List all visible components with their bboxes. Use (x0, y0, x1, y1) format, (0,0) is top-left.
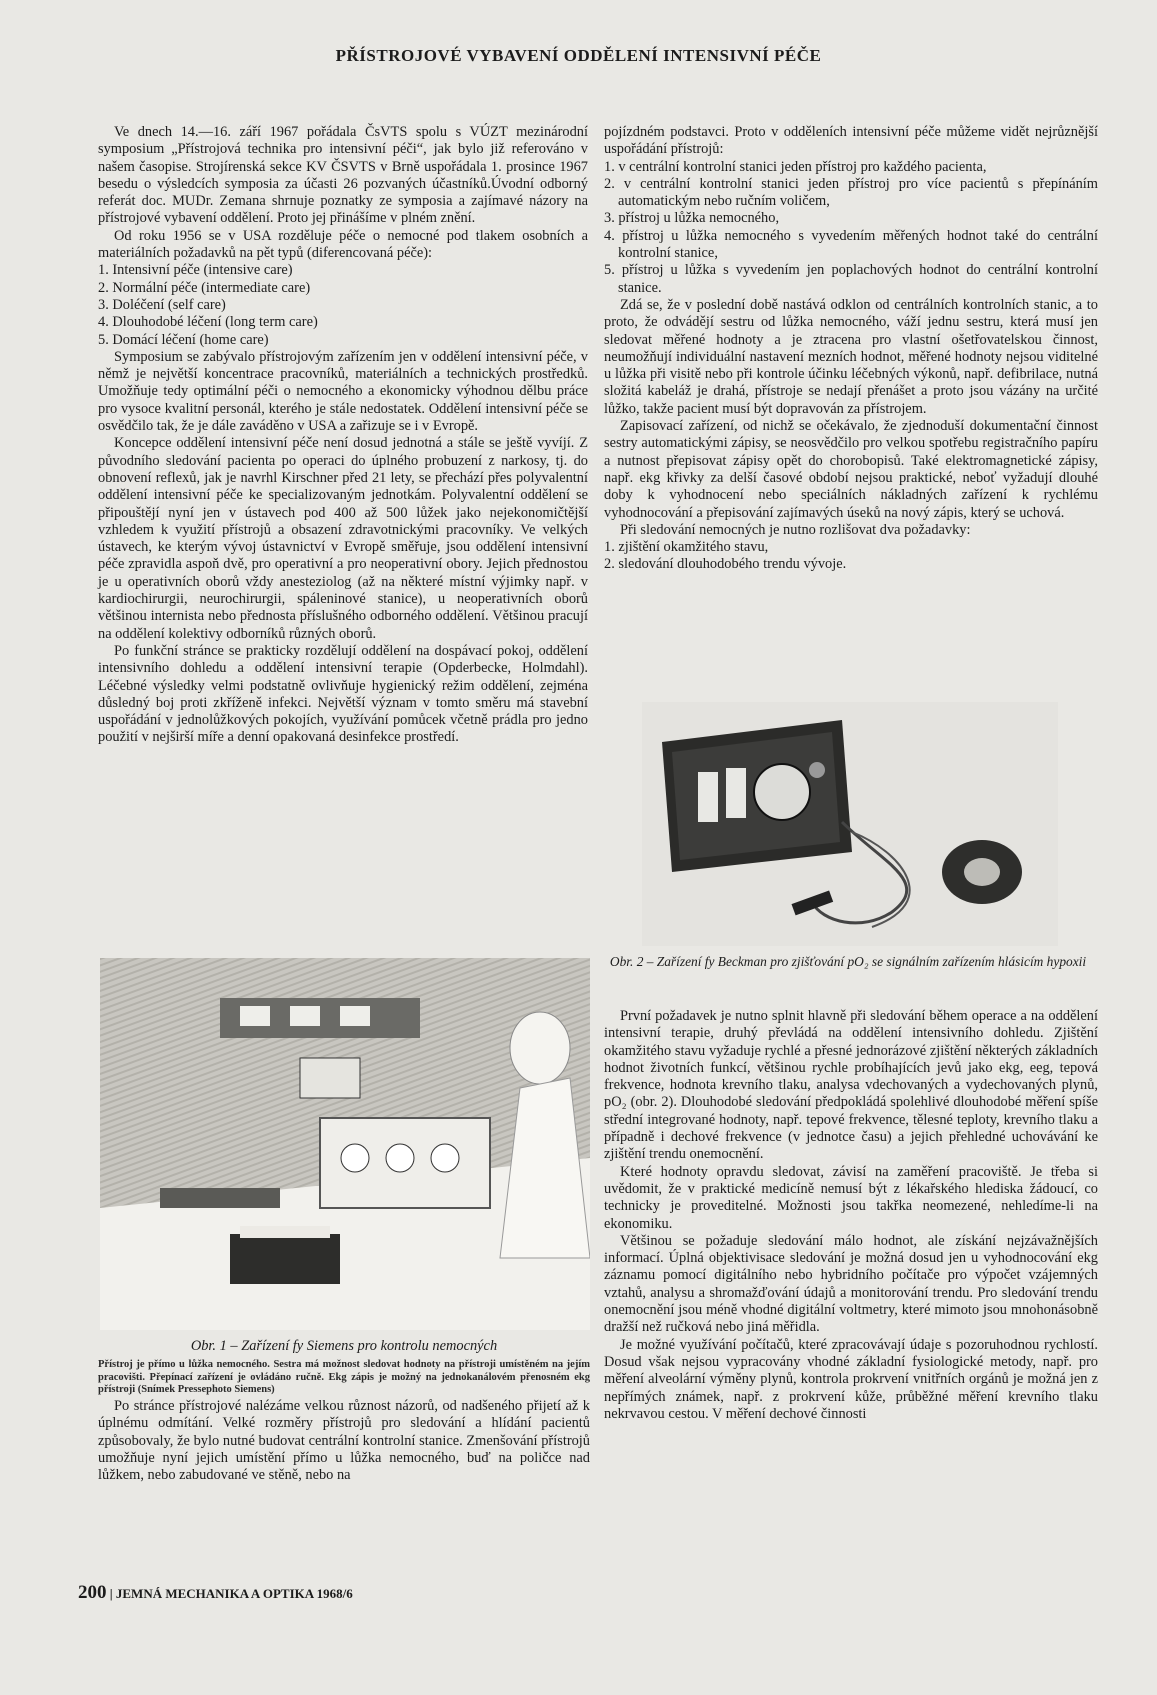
figure-2-caption-title: Obr. 2 – Zařízení fy Beckman pro zjišťování pO₂ se signálním zařízením hlásicím hypoxii (609, 954, 1087, 969)
list-item: 2. Normální péče (intermediate care) (98, 279, 311, 296)
siemens-photo-illustration (100, 958, 590, 1330)
footer-separator: | (109, 1586, 116, 1601)
list-item: 1. v centrální kontrolní stanici jeden přístroj pro každého pacienta, (604, 158, 987, 175)
paragraph: Koncepce oddělení intensivní péče není dosud jednotná a stále se ještě vyvíjí. Z původního sledování pacienta po operaci do úplného probuzení z narkosy, tj. do obnovení reflexů, jak je navrhl Kirschner před 21 lety, se přechází přes polyvalentní oddělení intensivní péče ke specializovaným jednotkám. Polyvalentní oddělení se připouštějí nyní jen v ústavech pod 400 až 500 lůžek jako nejekonomičtější vzhledem k využití přístrojů a obsazení zdravotnickými pracovníky. Ve velkých ústavech, ke kterým vývoj ústavnictví v Evropě směřuje, jsou oddělení intensivní péče zpravidla aspoň dvě, pro operativní a pro neoperativní obory. Jejich přednostou je u operativních oborů vždy anesteziolog (až na některé místní výjimky např. v kardiochirurgii, neurochirurgii, spáleninové stanice), u neoperativních oborů většinou internista nebo přednosta příslušného odborného oddělení. Většinou pracují na oddělení kolektivy odborníků různých oborů. (98, 435, 588, 642)
paragraph: Po funkční stránce se prakticky rozdělují oddělení na dospávací pokoj, oddělení intensivního dohledu a oddělení intensivní terapie (Opderbecke, Holmdahl). Léčebné výsledky velmi podstatně ovlivňuje hygienický režim oddělení, zejména důsledný boj proti zkříženě infekci. Největší význam v tomto směru má stavební uspořádání v jednolůžkových pokojích, využívání pomůcek včetně prádla pro jedno použití v nejširší míře a denní opakovaná desinfekce prostředí. (98, 642, 588, 746)
paragraph: Po stránce přístrojové nalézáme velkou různost názorů, od nadšeného přijetí až k úplnému odmítání. Velké rozměry přístrojů pro sledování a hlídání pacientů způsobovaly, že bylo nutné budovat centrální kontrolní stanice. Zmenšování přístrojů umožňuje nyní jejich umístění přímo u lůžka nemocného, buď na poličce nad lůžkem, nebo zabudované ve stěně, nebo na (98, 1398, 590, 1484)
list-item: 4. Dlouhodobé léčení (long term care) (98, 314, 318, 331)
paragraph: pojízdném podstavci. Proto v odděleních intensivní péče můžeme vidět nejrůznější uspořádání přístrojů: (604, 124, 1098, 158)
paragraph: Zapisovací zařízení, od nichž se očekávalo, že zjednoduší dokumentační činnost sestry automatickými zápisy, se neosvědčilo pro velkou spotřebu registračního papíru a nutnost přepisovat zápisy opět do chorobopisů. Také elektromagnetické zápisy, např. ekg křivky za delší časové období nejsou praktické, neboť vyžadují dlouhé doby k vyhodnocení nebo speciálních nákladných zařízení k rychlému vyhodnocování a přepisování zajímavých úseků na nový zápis, který se uchová. (604, 418, 1098, 521)
list-item: 4. přístroj u lůžka nemocného s vyvedením měřených hodnot také do centrální kontrolní stanice, (604, 227, 1098, 262)
paragraph: Od roku 1956 se v USA rozděluje péče o nemocné pod tlakem osobních a materiálních požadavků na pět typů (diferencovaná péče): (98, 227, 588, 262)
page-footer (78, 1582, 353, 1604)
list-item: 2. sledování dlouhodobého trendu vývoje. (604, 556, 847, 573)
paragraph: Zdá se, že v poslední době nastává odklon od centrálních kontrolních stanic, a to proto, že odvádějí sestru od lůžka nemocného, váží jednu sestru, která musí jen sledovat měřené hodnoty a je ztracena pro vlastní ošetřovatelskou činnost, neumožňují individuální nastavení mezních hodnot, měřené hodnoty nejsou viditelné u lůžka při visitě nebo při kontrole účinku léčebných výkonů, např. defibrilace, nutná složitá kabeláž je drahá, přístroje se nedají přenášet a proto jsou vázány na určité lůžko, takže pacient musí být dopravován za přístrojem. (604, 296, 1098, 417)
paragraph: První požadavek je nutno splnit hlavně při sledování během operace a na oddělení intensivní terapie, druhý převládá na oddělení intensivního dohledu. Zjištění okamžitého stavu vyžaduje rychlé a přesné jednorázové zjištění některých základních hodnot životních funkcí, většinou rychle probíhajících jevů jako ekg, eeg, tepová frekvence, hodnota krevního tlaku, analysa vdechovaných a vydechovaných plynů, pO₂ (obr. 2). Dlouhodobé sledování předpokládá spolehlivé dlouhodobé měření spíše střední integrované hodnoty, např. tepové frekvence, tělesné teploty, krevního tlaku a případně i dechové frekvence (v jednotce času) a jejich přehledné uchovávání ke zjištění trendu onemocnění. (604, 1008, 1098, 1163)
right-bottom-column (604, 1008, 1098, 1423)
figure-1-photo (100, 958, 590, 1330)
beckman-device-illustration (642, 702, 1058, 946)
left-column (98, 124, 588, 747)
paragraph: Je možné využívání počítačů, které zpracovávají údaje s pozoruhodnou rychlostí. Dosud však nejsou vypracovány vhodné základní fysiologické metody, např. pro měření alveolární výměny plynů, kontrola prokrvení vnitřních orgánů je možná jen z nepřímých známek, např. z prokrvení kůže, průběžné měření krevního tlaku nekrvavou cestou. V měření dechové činnosti (604, 1336, 1098, 1422)
figure-1-caption (98, 1338, 590, 1397)
left-bottom-column (98, 1398, 590, 1484)
figure-1-caption-text: Přístroj je přímo u lůžka nemocného. Sestra má možnost sledovat hodnoty na přístroji umístěném na jejím pracovišti. Přepínací zařízení je ovládáno ručně. Ekg zápis je možný na jednokanálovém přenosném ekg přístroji (Snímek Pressephoto Siemens) (98, 1359, 590, 1395)
list-item: 5. Domácí léčení (home care) (98, 331, 269, 348)
paragraph: Při sledování nemocných je nutno rozlišovat dva požadavky: (620, 521, 971, 538)
figure-2-photo (642, 702, 1058, 946)
list-item: 1. Intensivní péče (intensive care) (98, 262, 293, 279)
paragraph: Symposium se zabývalo přístrojovým zařízením jen v oddělení intensivní péče, v němž je největší koncentrace pracovníků, materiálních a technických prostředků. Umožňuje tedy optimální péči o nemocného a ekonomicky výhodnou dělbu práce pro vysoce kvalitní personál, kterého je stále nedostatek. Oddělení intensivní péče se osvědčilo tak, že je dále zaváděno v USA a zařizuje se i v Evropě. (98, 348, 588, 435)
list-item: 2. v centrální kontrolní stanici jeden přístroj pro více pacientů s přepínáním automatickým nebo ručním voličem, (604, 175, 1098, 210)
list-item: 3. přístroj u lůžka nemocného, (604, 210, 780, 227)
right-column (604, 124, 1098, 574)
figure-1-caption-title: Obr. 1 – Zařízení fy Siemens pro kontrolu nemocných (190, 1338, 498, 1354)
list-item: 1. zjištění okamžitého stavu, (604, 539, 769, 556)
page-number: 200 (78, 1582, 107, 1603)
page-title: PŘÍSTROJOVÉ VYBAVENÍ ODDĚLENÍ INTENSIVNÍ PÉČE (335, 46, 822, 65)
paragraph: Které hodnoty opravdu sledovat, závisí na zaměření pracoviště. Je třeba si uvědomit, že v praktické medicíně nemusí být z lékařského hlediska žádoucí, co technicky je proveditelné. Možnosti jsou takřka neomezené, nehledíme-li na ekonomiku. (604, 1163, 1098, 1232)
figure-2-caption (598, 954, 1098, 970)
paragraph: Většinou se požaduje sledování málo hodnot, ale získání nejzávažnějších informací. Úplná objektivisace sledování je možná dosud jen u vyhodnocování ekg záznamu pomocí digitálního nebo hybridního počítače pro výpočet vzájemných vztahů, analysu a shromažďování údajů a monitorování trendu. Pro sledování trendu onemocnění jsou méně vhodné digitální voltmetry, které mimoto jsou mnohonásobně dražší než ručková nebo jiná měřidla. (604, 1232, 1098, 1336)
paragraph: Ve dnech 14.—16. září 1967 pořádala ČsVTS spolu s VÚZT mezinárodní symposium „Přístrojová technika pro intensivní péči“, jak bylo již referováno v našem časopise. Strojírenská sekce KV ČSVTS v Brně uspořádala 1. prosince 1967 besedu o výsledcích symposia za účasti 26 pozvaných účastníků.Úvodní odborný referát doc. MUDr. Zemana shrnuje poznatky ze symposia a zajímavé názory na přístrojové vybavení oddělení. Proto jej přinášíme v plném znění. (98, 124, 588, 227)
list-item: 5. přístroj u lůžka s vyvedením jen poplachových hodnot do centrální kontrolní stanice. (604, 262, 1098, 296)
journal-name: JEMNÁ MECHANIKA A OPTIKA 1968/6 (115, 1586, 353, 1601)
list-item: 3. Doléčení (self care) (98, 296, 226, 313)
